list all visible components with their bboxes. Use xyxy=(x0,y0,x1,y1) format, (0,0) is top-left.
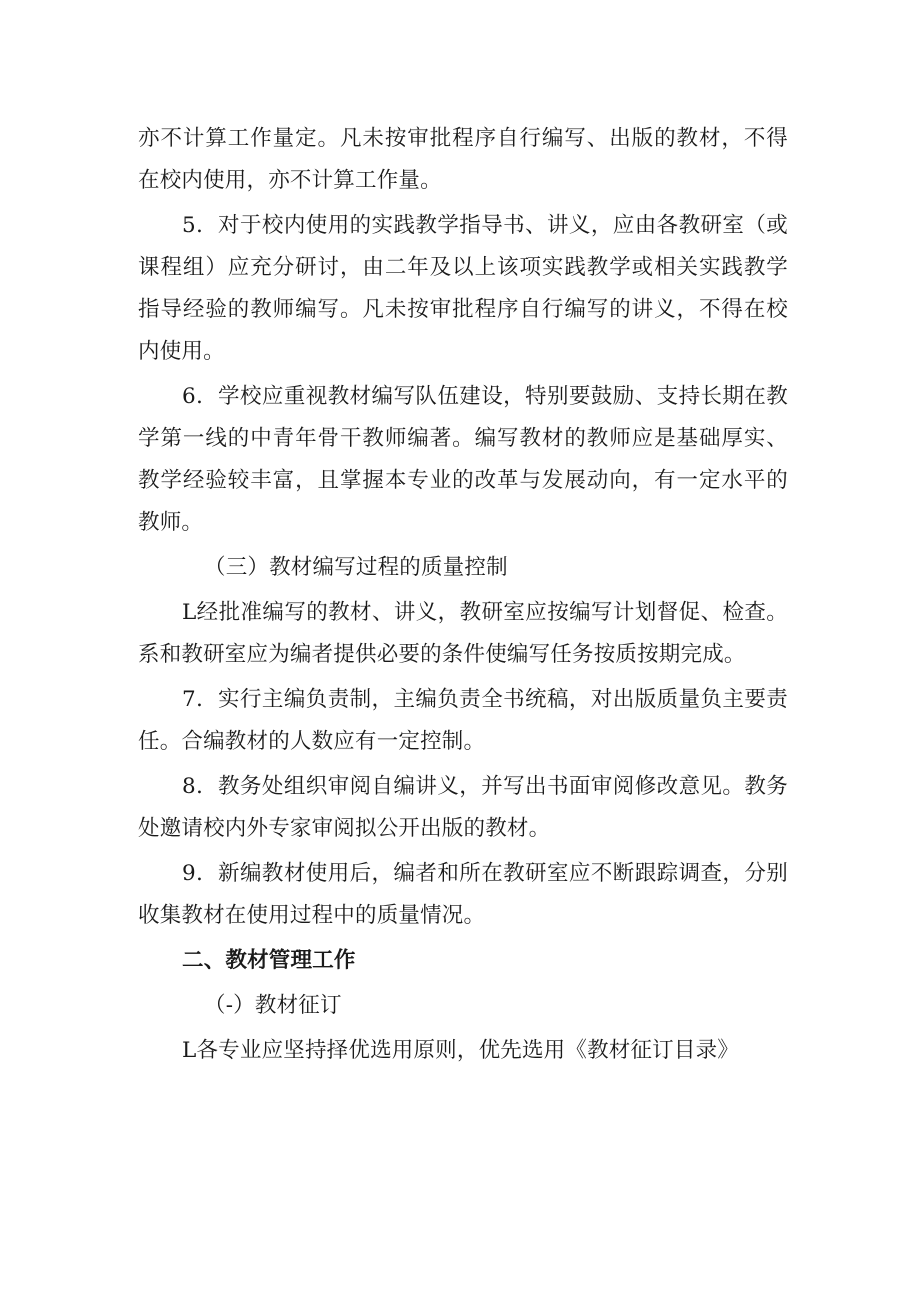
paragraph-item-8: 8．教务处组织审阅自编讲义，并写出书面审阅修改意见。教务处邀请校内外专家审阅拟公开出版的教材。 xyxy=(138,774,788,841)
subsection-heading-3: （三）教材编写过程的质量控制 xyxy=(204,555,508,580)
paragraph-item-l-2: L各专业应坚持择优选用原则，优先选用《教材征订目录》 xyxy=(182,1038,739,1063)
subsection-heading-1: （-）教材征订 xyxy=(204,993,342,1018)
paragraph-item-6: 6．学校应重视教材编写队伍建设，特别要鼓励、支持长期在教学第一线的中青年骨干教师编著。编写教材的教师应是基础厚实、教学经验较丰富，且掌握本专业的改革与发展动向，有一定水平的教师。 xyxy=(138,384,788,535)
paragraph-item-l: L经批准编写的教材、讲义，教研室应按编写计划督促、检查。系和教研室应为编者提供必要的条件使编写任务按质按期完成。 xyxy=(138,600,788,667)
paragraph-item-5: 5．对于校内使用的实践教学指导书、讲义，应由各教研室（或课程组）应充分研讨，由二年及以上该项实践教学或相关实践教学指导经验的教师编写。凡未按审批程序自行编写的讲义，不得在校内使用。 xyxy=(138,213,788,364)
document-body xyxy=(138,118,788,1072)
section-heading-2: 二、教材管理工作 xyxy=(182,948,356,973)
paragraph-item-7: 7．实行主编负责制，主编负责全书统稿，对出版质量负主要责任。合编教材的人数应有一定控制。 xyxy=(138,687,788,754)
paragraph-continuation: 亦不计算工作量定。凡未按审批程序自行编写、出版的教材，不得在校内使用，亦不计算工作量。 xyxy=(138,126,788,193)
paragraph-item-9: 9．新编教材使用后，编者和所在教研室应不断跟踪调查，分别收集教材在使用过程中的质量情况。 xyxy=(138,861,788,928)
